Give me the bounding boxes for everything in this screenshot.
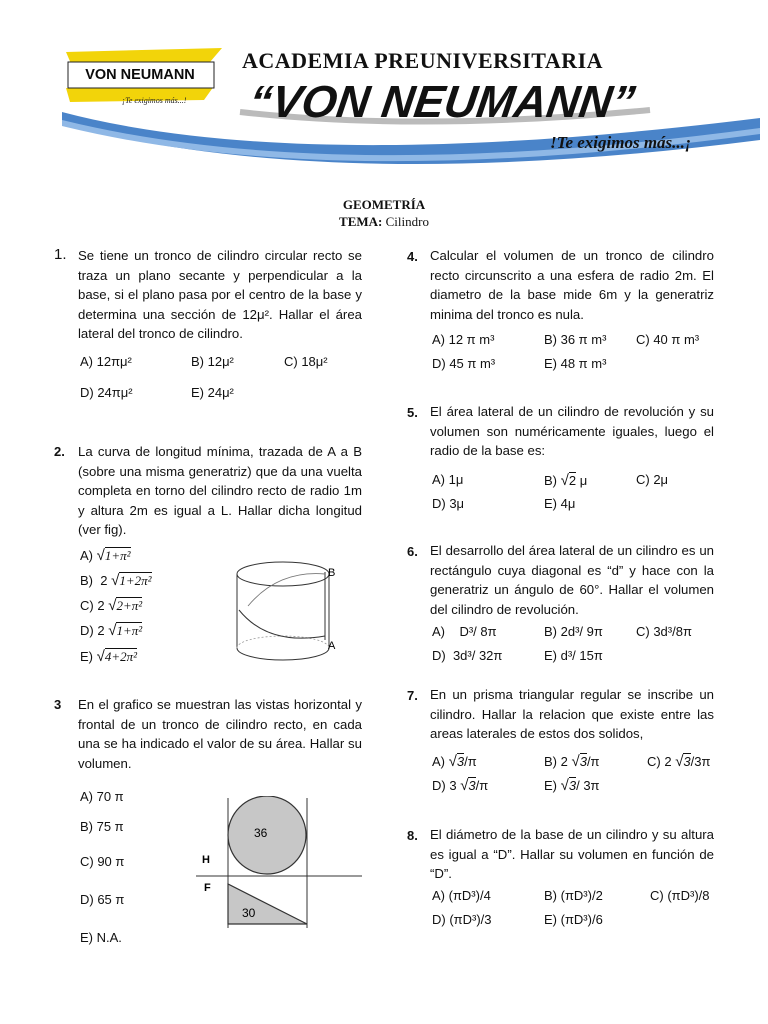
problem-5-text: El área lateral de un cilindro de revolución y su volumen son numéricamente iguales, luego el radio de la base es: [430,404,714,458]
radicand: 3 [568,778,577,793]
label-h: H [202,854,210,866]
problem-1-option-e: E) 24μ² [191,385,234,400]
problem-6-option-a: A) D³/ 8π [432,624,497,639]
problem-5-option-c: C) 2μ [636,472,669,487]
problem-7-option-a: A) √3/π [432,753,477,770]
problem-8-option-e: E) (πD³)/6 [544,912,603,927]
problem-3-option-b: B) 75 π [80,819,124,834]
academy-line: ACADEMIA PREUNIVERSITARIA [242,48,604,73]
problem-6-option-d: D) 3d³/ 32π [432,648,503,663]
problem-6-option-e: E) d³/ 15π [544,648,603,663]
problem-2-option-a: A) √1+π² [80,547,131,564]
radicand: 1+π² [116,623,143,638]
problem-7-option-e: E) √3/ 3π [544,777,600,794]
tema-label: TEMA: [339,214,383,229]
radicand: 3 [683,754,691,769]
logo-slogan: ¡Te exigimos más...! [122,96,187,105]
academy-name: “VON NEUMANN” [245,76,639,127]
problem-3-number: 3 [54,697,62,712]
problem-3-text: En el grafico se muestran las vistas horizontal y frontal de un tronco de cilindro recto, en cada una se ha indicado el valor de su área. Hallar su volumen. [78,697,362,771]
problem-7-option-d: D) 3 √3/π [432,777,489,794]
problem-8-option-c: C) (πD³)/8 [650,888,710,903]
radicand: 1+π² [104,548,131,563]
problem-5-option-a: A) 1μ [432,472,464,487]
views-figure [196,796,362,936]
problem-4-option-a: A) 12 π m³ [432,332,495,347]
label-f: F [204,882,211,894]
problem-1-option-a: A) 12πμ² [80,354,132,369]
radicand: 3 [456,754,465,769]
problem-2-number: 2. [54,444,65,459]
problem-5-option-d: D) 3μ [432,496,465,511]
problem-1-option-d: D) 24πμ² [80,385,133,400]
problem-3-option-e: E) N.A. [80,930,122,945]
problem-6-number: 6. [407,544,418,559]
cylinder-figure [228,556,348,666]
problem-1-number: 1. [54,246,67,263]
problem-3-option-c: C) 90 π [80,854,125,869]
slogan: !Te exigimos más...¡ [550,133,692,152]
problem-8-text: El diámetro de la base de un cilindro y su altura es igual a “D”. Hallar su volumen en función de “D”. [430,827,714,881]
problem-2-option-e: E) √4+2π² [80,648,138,665]
radicand: 1+2π² [119,573,152,588]
logo-text: VON NEUMANN [85,67,195,83]
problem-8-option-d: D) (πD³)/3 [432,912,492,927]
problem-2-text: La curva de longitud mínima, trazada de A a B (sobre una misma generatriz) que da una vuelta completa en torno del cilindro recto de radio 1m y altura 2m es igual a L. Hallar dicha longitud (ver fig). [78,444,362,537]
radicand: 3 [468,778,476,793]
tema-line [0,214,768,230]
radicand: 2 [568,473,577,488]
problem-5-option-b: B) √2 μ [544,472,588,489]
problem-8-option-b: B) (πD³)/2 [544,888,603,903]
problem-4-option-e: E) 48 π m³ [544,356,607,371]
problem-4-option-d: D) 45 π m³ [432,356,496,371]
problem-7-text: En un prisma triangular regular se inscribe un cilindro. Hallar la relacion que existe entre las areas laterales de estos dos solidos, [430,687,714,741]
tema-value: Cilindro [385,214,429,229]
problem-1-text: Se tiene un tronco de cilindro circular recto se traza un plano secante y perpendicular a la base, si el plano pasa por el centro de la base y determina una sección de 12μ². Hallar el área lateral del tronco de cilindro. [78,248,362,341]
label-30: 30 [242,906,256,920]
problem-5-number: 5. [407,405,418,420]
label-b: B [328,567,336,579]
problem-4-number: 4. [407,249,418,264]
problem-2-option-c: C) 2 √2+π² [80,597,143,614]
radicand: 3 [579,754,587,769]
radicand: 2+π² [116,598,143,613]
problem-1-option-c: C) 18μ² [284,354,328,369]
problem-8-number: 8. [407,828,418,843]
radicand: 4+2π² [104,649,138,664]
label-a: A [328,640,336,652]
problem-8-option-a: A) (πD³)/4 [432,888,491,903]
header [0,0,768,175]
problem-4-option-c: C) 40 π m³ [636,332,700,347]
problem-4-option-b: B) 36 π m³ [544,332,607,347]
problem-7-option-c: C) 2 √3/3π [647,753,711,770]
problem-6-option-b: B) 2d³/ 9π [544,624,603,639]
problem-6-text: El desarrollo del área lateral de un cilindro es un rectángulo cuya diagonal es “d” y hace con la generatriz un ángulo de 60°. Hallar el volumen del cilindro de revolución. [430,543,714,617]
problem-2-option-b: B) 2 √1+2π² [80,572,152,589]
problem-3-option-a: A) 70 π [80,789,124,804]
problem-1-option-b: B) 12μ² [191,354,234,369]
problem-2-option-d: D) 2 √1+π² [80,622,143,639]
problem-6-option-c: C) 3d³/8π [636,624,692,639]
problem-4-text: Calcular el volumen de un tronco de cilindro recto circunscrito a una esfera de radio 2m. El diametro de la base mide 6m y la generatriz minima del tronco es nula. [430,248,714,322]
subject-title: GEOMETRÍA [342,197,426,212]
problem-5-option-e: E) 4μ [544,496,576,511]
label-36: 36 [254,826,268,840]
problem-3-option-d: D) 65 π [80,892,125,907]
problem-7-number: 7. [407,688,418,703]
problem-7-option-b: B) 2 √3/π [544,753,600,770]
